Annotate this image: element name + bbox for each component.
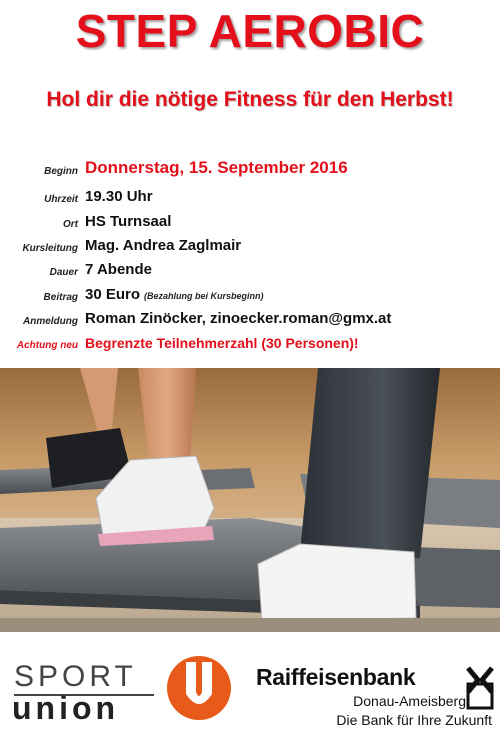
detail-value: HS Turnsaal (85, 213, 172, 230)
detail-value: 7 Abende (85, 261, 152, 278)
detail-label: Ort (63, 219, 78, 230)
poster-subtitle: Hol dir die nötige Fitness für den Herbst! (46, 88, 454, 111)
poster-title: STEP AEROBIC (75, 5, 425, 57)
detail-row-beginn (0, 160, 500, 184)
bank-location: Donau-Ameisberg (353, 693, 466, 709)
detail-label: Beginn (44, 166, 78, 177)
detail-value: Roman Zinöcker, zinoecker.roman@gmx.at (85, 310, 392, 327)
bank-slogan: Die Bank für Ihre Zukunft (336, 712, 492, 728)
detail-value: Donnerstag, 15. September 2016 (85, 158, 348, 177)
bank-name: Raiffeisenbank (256, 664, 416, 690)
detail-label: Kursleitung (22, 243, 78, 254)
detail-row-uhrzeit (0, 188, 500, 212)
sport-union-wordmark-top: SPORT (14, 660, 137, 693)
detail-label: Uhrzeit (44, 194, 78, 205)
detail-label: Dauer (49, 267, 78, 278)
detail-value (85, 286, 264, 303)
detail-row-ort (0, 213, 500, 237)
detail-row-dauer (0, 261, 500, 285)
fee-note: (Bezahlung bei Kursbeginn) (144, 291, 264, 301)
detail-row-anmeldung (0, 310, 500, 334)
detail-label: Beitrag (43, 292, 78, 303)
step-aerobic-photo (0, 368, 500, 632)
detail-label: Anmeldung (23, 316, 78, 327)
fee-amount: 30 Euro (85, 286, 141, 303)
detail-row-beitrag (0, 286, 500, 310)
detail-row-achtung (0, 334, 500, 358)
detail-label: Achtung neu (16, 340, 78, 351)
detail-value: Mag. Andrea Zaglmair (85, 237, 242, 254)
detail-row-kursleitung (0, 237, 500, 261)
sponsor-footer (0, 632, 500, 732)
sport-union-u-logo-icon (166, 652, 232, 722)
detail-value: Begrenzte Teilnehmerzahl (30 Personen)! (85, 335, 359, 351)
raiffeisen-giebelkreuz-icon (466, 666, 494, 710)
detail-value: 19.30 Uhr (85, 188, 153, 205)
sport-union-wordmark-bottom: union (12, 690, 120, 726)
